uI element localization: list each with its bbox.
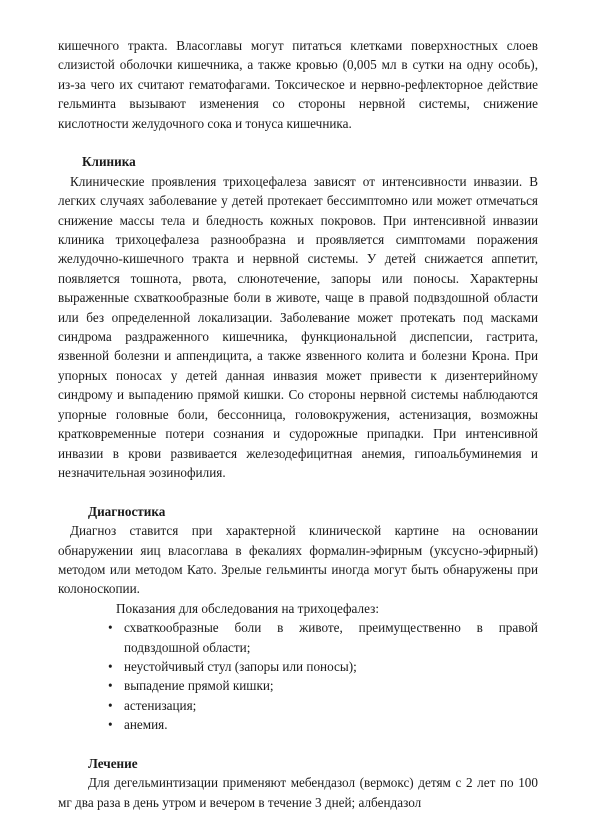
section-gap (58, 735, 538, 754)
list-item: • астенизация; (108, 696, 538, 715)
section-gap (58, 482, 538, 501)
treatment-paragraph: Для дегельминтизации применяют мебендазол (вермокс) детям с 2 лет по 100 мг два раза в день утром и вечером в течение 3 дней; албендазол (58, 775, 538, 810)
list-item: • схваткообразные боли в животе, преимущественно в правой подвздошной области; (108, 620, 538, 655)
list-item: • неустойчивый стул (запоры или поносы); (108, 657, 538, 676)
list-item: • анемия. (108, 715, 538, 734)
intro-paragraph: кишечного тракта. Власоглавы могут питаться клетками поверхностных слоев слизистой оболочки кишечника, а также кровью (0,005 мл в сутки на одну особь), из-за чего их считают гематофагами. Токсическое и нервно-рефлекторное действие гельминта вызывают изменения со стороны нервной системы, снижение кислотности желудочного сока и тонуса кишечника. (58, 38, 538, 131)
section-gap (58, 133, 538, 152)
treatment-heading: Лечение (88, 755, 138, 771)
bullet-icon: • (108, 620, 113, 636)
clinic-heading: Клиника (82, 154, 136, 170)
bullet-icon: • (108, 717, 113, 733)
bullet-icon: • (108, 678, 113, 694)
bullet-icon: • (108, 697, 113, 713)
indications-list (58, 618, 538, 734)
diagnostics-heading: Диагностика (88, 503, 166, 519)
list-item: • выпадение прямой кишки; (108, 676, 538, 695)
bullet-icon: • (108, 658, 113, 674)
document-page (58, 36, 538, 812)
indications-title: Показания для обследования на трихоцефалез: (116, 600, 379, 616)
diagnostics-paragraph: Диагноз ставится при характерной клинической картине на основании обнаружении яиц власоглава в фекалиях формалин-эфирным (уксусно-эфирный) методом или методом Като. Зрелые гельминты иногда могут быть обнаружены при колоноскопии. (58, 523, 538, 597)
clinic-paragraph: Клинические проявления трихоцефалеза зависят от интенсивности инвазии. В легких случаях заболевание у детей протекает бессимптомно или может отмечаться снижение массы тела и бледность кожных покровов. При интенсивной инвазии клиника трихоцефалеза разнообразна и проявляется симптомами поражения желудочно-кишечного тракта и нервной системы. У детей снижается аппетит, появляется тошнота, рвота, слюнотечение, запоры или поносы. Характерны выраженные схваткообразные боли в животе, чаще в правой подвздошной области или без определенной локализации. Заболевание может протекать под масками синдрома раздраженного кишечника, функциональной диспепсии, гастрита, язвенной болезни и аппендицита, а также язвенного колита и болезни Крона. При упорных поносах у детей данная инвазия может привести к дизентерийному синдрому и выпадению прямой кишки. Со стороны нервной системы наблюдаются упорные головные боли, бессонница, головокружения, астенизация, возможны кратковременные потери сознания и судорожные припадки. При интенсивной инвазии в крови развивается железодефицитная анемия, гипоальбуминемия и незначительная эозинофилия. (58, 173, 538, 480)
